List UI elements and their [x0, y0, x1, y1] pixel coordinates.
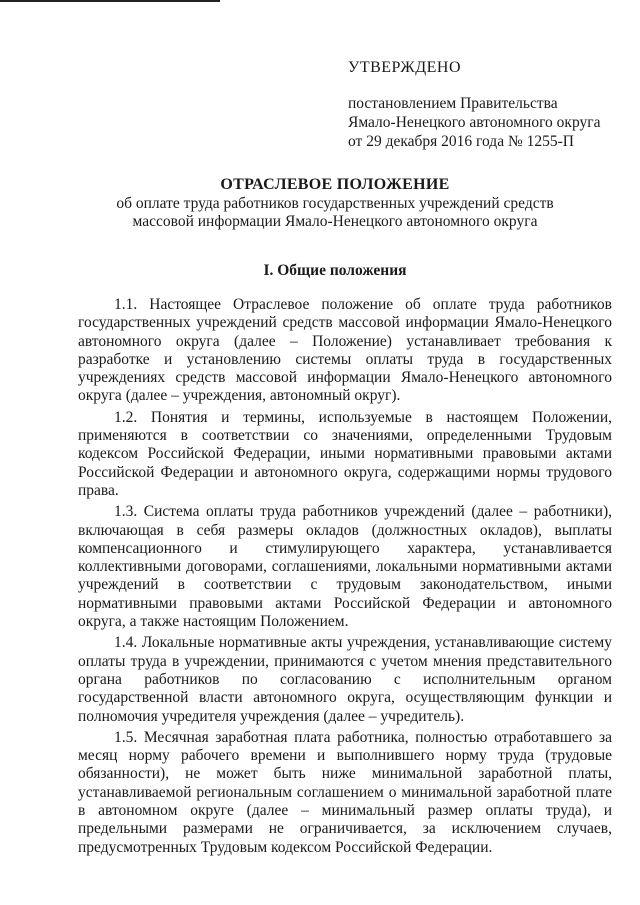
- section-body: [78, 296, 612, 860]
- paragraph-1-5: 1.5. Месячная заработная плата работника, полностью отработавшего за месяц норму рабочего времени и выполнившего норму труда (трудовые обязанности), не может быть ниже минимальной заработной платы, устанавливаемой региональным соглашением о минимальной заработной плате в автономном округе (далее – минимальный размер оплаты труда), и предельными размерами не ограничивается, за исключением случаев, предусмотренных Трудовым кодексом Российской Федерации.: [78, 728, 612, 856]
- section-heading: I. Общие положения: [263, 262, 407, 279]
- approval-heading: УТВЕРЖДЕНО: [348, 59, 462, 76]
- scan-edge-line: [0, 0, 220, 2]
- paragraph-1-2: 1.2. Понятия и термины, используемые в настоящем Положении, применяются в соответствии со значениями, определенными Трудовым кодексом Российской Федерации, иными нормативными правовыми актами Российской Федерации и автономного округа, содержащими нормы трудового права.: [78, 408, 612, 499]
- approval-line-1: постановлением Правительства: [348, 95, 558, 112]
- document-title-block: [80, 175, 590, 231]
- approval-line-2: Ямало-Ненецкого автономного округа: [348, 114, 601, 131]
- paragraph-1-3: 1.3. Система оплаты труда работников учреждений (далее – работники), включающая в себя размеры окладов (должностных окладов), выплаты компенсационного и стимулирующего характера, устанавливается коллективными договорами, соглашениями, локальными нормативными актами учреждений в соответствии с трудовым законодательством, иными нормативными правовыми актами Российской Федерации и автономного округа, а также настоящим Положением.: [78, 503, 612, 631]
- approval-stamp: [348, 58, 628, 151]
- approval-line-3: от 29 декабря 2016 года № 1255-П: [348, 133, 574, 150]
- paragraph-1-4: 1.4. Локальные нормативные акты учреждения, устанавливающие систему оплаты труда в учреждении, принимаются с учетом мнения представительного органа работников по согласованию с исполнительным органом государственной власти автономного округа, осуществляющим функции и полномочия учредителя учреждения (далее – учредитель).: [78, 634, 612, 725]
- document-subtitle-line-1: об оплате труда работников государственных учреждений средств: [116, 195, 554, 212]
- paragraph-1-1: 1.1. Настоящее Отраслевое положение об оплате труда работников государственных учреждений средств массовой информации Ямало-Ненецкого автономного округа (далее – Положение) устанавливает требования к разработке и установлению системы оплаты труда в государственных учреждениях средств массовой информации Ямало-Ненецкого автономного округа (далее – учреждения, автономный округ).: [78, 296, 612, 405]
- document-subtitle-line-2: массовой информации Ямало-Ненецкого автономного округа: [132, 213, 538, 230]
- document-title: ОТРАСЛЕВОЕ ПОЛОЖЕНИЕ: [220, 176, 450, 193]
